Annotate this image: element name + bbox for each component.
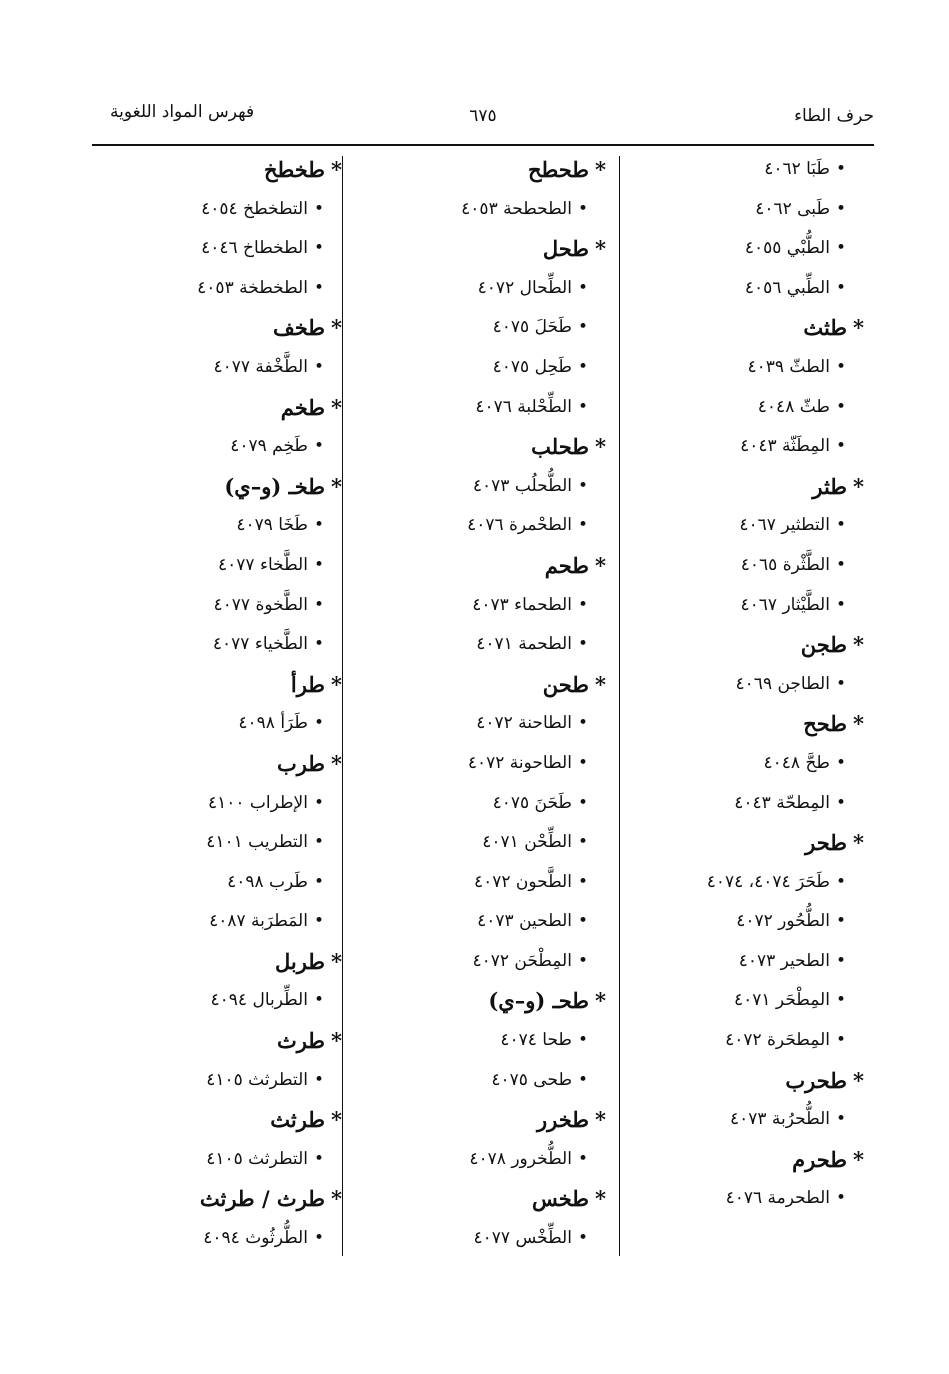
root-heading [620, 467, 864, 507]
index-entry [352, 506, 606, 546]
entry-text: الطِّحْلبة ٤٠٧٦ [475, 396, 572, 417]
index-entry [90, 1061, 342, 1101]
root-text: طحرم [792, 1146, 848, 1172]
index-entry [90, 427, 342, 467]
asterisk-marker: * [853, 632, 864, 658]
root-text: طحن [542, 671, 590, 697]
root-heading [352, 1100, 606, 1140]
entry-text: الطِّحْن ٤٠٧١ [482, 832, 572, 853]
entry-text: الطَّخْفة ٤٠٧٧ [213, 356, 308, 377]
root-heading [620, 823, 864, 863]
entry-text: الطِّخْس ٤٠٧٧ [473, 1228, 572, 1249]
entry-text: الطحطحة ٤٠٥٣ [461, 198, 572, 219]
index-entry [620, 981, 864, 1021]
root-text: طثر [812, 473, 848, 499]
index-entry [620, 546, 864, 586]
index-entry [90, 1140, 342, 1180]
entry-text: الطَّحون ٤٠٧٢ [473, 871, 572, 892]
index-entry [620, 506, 864, 546]
bullet-marker: • [577, 594, 588, 615]
index-entry [90, 348, 342, 388]
bullet-marker: • [577, 317, 588, 338]
root-heading [90, 308, 342, 348]
entry-text: التطخطخ ٤٠٥٤ [201, 198, 308, 219]
root-heading [90, 1179, 342, 1219]
page-number: ٦٧٥ [469, 106, 497, 126]
bullet-marker: • [577, 1069, 588, 1090]
entry-text: طَحَرَ ٤٠٧٤، ٤٠٧٤ [706, 871, 830, 892]
entry-text: التطريب ٤١٠١ [206, 832, 308, 853]
entry-text: الطحير ٤٠٧٣ [738, 950, 830, 971]
bullet-marker: • [577, 713, 588, 734]
asterisk-marker: * [331, 315, 342, 341]
bullet-marker: • [835, 911, 846, 932]
index-entry [352, 1021, 606, 1061]
root-text: طجن [800, 632, 848, 658]
bullet-marker: • [313, 515, 324, 536]
root-heading [90, 150, 342, 190]
root-heading [90, 744, 342, 784]
root-text: طرث [276, 1028, 326, 1054]
bullet-marker: • [835, 554, 846, 575]
index-entry [620, 1179, 864, 1219]
entry-text: الطخطخة ٤٠٥٣ [197, 277, 308, 298]
entry-text: الطاحونة ٤٠٧٢ [467, 752, 572, 773]
asterisk-marker: * [331, 1107, 342, 1133]
bullet-marker: • [835, 594, 846, 615]
entry-text: الطخطاخ ٤٠٤٦ [201, 238, 308, 259]
column-divider-right [619, 156, 620, 1256]
asterisk-marker: * [595, 157, 606, 182]
bullet-marker: • [577, 752, 588, 773]
root-text: طحم [544, 552, 590, 578]
bullet-marker: • [313, 554, 324, 575]
entry-text: طَحَلَ ٤٠٧٥ [492, 317, 572, 338]
index-entry [90, 586, 342, 626]
bullet-marker: • [313, 911, 324, 932]
entry-text: الطحمة ٤٠٧١ [476, 634, 572, 655]
entry-text: التطثير ٤٠٦٧ [739, 515, 830, 536]
index-entry [352, 704, 606, 744]
index-entry [620, 586, 864, 626]
index-entry [90, 981, 342, 1021]
bullet-marker: • [835, 1030, 846, 1051]
root-heading [352, 665, 606, 705]
bullet-marker: • [577, 1030, 588, 1051]
asterisk-marker: * [331, 671, 342, 697]
index-entry [352, 744, 606, 784]
entry-text: طحى ٤٠٧٥ [491, 1069, 572, 1090]
entry-text: الطثّ ٤٠٣٩ [747, 356, 830, 377]
index-entry [620, 427, 864, 467]
root-text: طخرر [537, 1107, 590, 1133]
index-entry [352, 190, 606, 230]
index-entry [90, 625, 342, 665]
entry-text: الطَّخياء ٤٠٧٧ [212, 634, 308, 655]
bullet-marker: • [313, 436, 324, 457]
index-entry [90, 902, 342, 942]
chapter-title: حرف الطاء [794, 106, 874, 126]
bullet-marker: • [313, 634, 324, 655]
root-heading [90, 1100, 342, 1140]
bullet-marker: • [835, 356, 846, 377]
bullet-marker: • [577, 1148, 588, 1169]
index-entry [90, 506, 342, 546]
asterisk-marker: * [331, 1186, 342, 1212]
root-heading [620, 1061, 864, 1101]
bullet-marker: • [577, 396, 588, 417]
entry-text: الطُّبْي ٤٠٥٥ [744, 238, 830, 259]
index-entry [352, 348, 606, 388]
index-entry [620, 150, 864, 190]
index-entry [352, 388, 606, 428]
bullet-marker: • [835, 1109, 846, 1130]
index-entry [90, 546, 342, 586]
index-column-right [620, 150, 864, 1219]
bullet-marker: • [577, 475, 588, 496]
entry-text: الطحرمة ٤٠٧٦ [725, 1188, 830, 1209]
asterisk-marker: * [853, 830, 864, 856]
entry-text: الطاحنة ٤٠٧٢ [476, 713, 572, 734]
root-text: طخـ (و–ي) [224, 473, 326, 499]
index-column-left [90, 150, 342, 1259]
entry-text: المِطْحَر ٤٠٧١ [734, 990, 830, 1011]
bullet-marker: • [577, 792, 588, 813]
root-heading [620, 625, 864, 665]
bullet-marker: • [313, 792, 324, 813]
root-heading [352, 1179, 606, 1219]
root-heading [90, 388, 342, 428]
index-entry [620, 902, 864, 942]
root-heading [620, 704, 864, 744]
index-entry [352, 863, 606, 903]
entry-text: الطُّرثُوث ٤٠٩٤ [203, 1228, 308, 1249]
bullet-marker: • [313, 832, 324, 853]
asterisk-marker: * [853, 1146, 864, 1172]
asterisk-marker: * [853, 315, 864, 341]
root-heading [352, 427, 606, 467]
root-text: طحلب [531, 434, 590, 460]
entry-text: الطِّحال ٤٠٧٢ [477, 277, 572, 298]
root-heading [90, 942, 342, 982]
entry-text: طحا ٤٠٧٤ [500, 1030, 572, 1051]
index-entry [620, 348, 864, 388]
bullet-marker: • [835, 792, 846, 813]
bullet-marker: • [835, 277, 846, 298]
root-heading [352, 546, 606, 586]
bullet-marker: • [835, 752, 846, 773]
bullet-marker: • [835, 673, 846, 694]
index-entry [352, 902, 606, 942]
bullet-marker: • [313, 238, 324, 259]
bullet-marker: • [313, 277, 324, 298]
index-entry [352, 308, 606, 348]
entry-text: الطَّخوة ٤٠٧٧ [213, 594, 308, 615]
entry-text: الطاجن ٤٠٦٩ [735, 673, 830, 694]
bullet-marker: • [835, 238, 846, 259]
index-entry [90, 1219, 342, 1259]
bullet-marker: • [313, 1069, 324, 1090]
entry-text: التطرثث ٤١٠٥ [206, 1148, 308, 1169]
running-head [92, 102, 874, 136]
index-entry [90, 269, 342, 309]
asterisk-marker: * [853, 711, 864, 737]
asterisk-marker: * [595, 671, 606, 697]
root-text: طحطح [527, 157, 590, 182]
root-text: طثث [803, 315, 848, 341]
root-text: طحرب [785, 1067, 848, 1093]
bullet-marker: • [577, 1228, 588, 1249]
root-text: طربل [274, 948, 326, 974]
bullet-marker: • [313, 1228, 324, 1249]
entry-text: المِطحَرة ٤٠٧٢ [725, 1030, 830, 1051]
root-text: طخف [273, 315, 326, 341]
index-entry [352, 942, 606, 982]
entry-text: المِطحّة ٤٠٤٣ [734, 792, 830, 813]
root-text: طخم [280, 394, 326, 420]
entry-text: طَحَنَ ٤٠٧٥ [492, 792, 572, 813]
index-entry [352, 625, 606, 665]
bullet-marker: • [835, 871, 846, 892]
root-text: طحـ (و–ي) [488, 988, 590, 1014]
bullet-marker: • [577, 832, 588, 853]
entry-text: الطحماء ٤٠٧٣ [472, 594, 572, 615]
root-text: طخطخ [263, 157, 326, 182]
asterisk-marker: * [331, 394, 342, 420]
asterisk-marker: * [595, 1186, 606, 1212]
entry-text: طثّ ٤٠٤٨ [757, 396, 830, 417]
index-entry [620, 744, 864, 784]
bullet-marker: • [313, 198, 324, 219]
root-heading [90, 467, 342, 507]
asterisk-marker: * [595, 1107, 606, 1133]
entry-text: طَحِل ٤٠٧٥ [492, 356, 572, 377]
index-entry [620, 863, 864, 903]
root-heading [90, 665, 342, 705]
bullet-marker: • [313, 871, 324, 892]
index-entry [90, 823, 342, 863]
root-text: طحح [803, 711, 848, 737]
asterisk-marker: * [331, 157, 342, 182]
index-title: فهرس المواد اللغوية [110, 102, 255, 122]
index-entry [620, 229, 864, 269]
bullet-marker: • [835, 198, 846, 219]
index-entry [352, 823, 606, 863]
entry-text: الطُّخرور ٤٠٧٨ [469, 1148, 572, 1169]
index-entry [620, 269, 864, 309]
asterisk-marker: * [595, 988, 606, 1014]
entry-text: الطُّحلُب ٤٠٧٣ [472, 475, 572, 496]
index-entry [352, 1061, 606, 1101]
index-entry [90, 784, 342, 824]
bullet-marker: • [835, 396, 846, 417]
index-entry [620, 1021, 864, 1061]
asterisk-marker: * [853, 1067, 864, 1093]
root-heading [352, 981, 606, 1021]
bullet-marker: • [313, 990, 324, 1011]
entry-text: الإطراب ٤١٠٠ [207, 792, 308, 813]
bullet-marker: • [577, 911, 588, 932]
root-text: طحل [542, 236, 590, 262]
entry-text: المِطْحَن ٤٠٧٢ [472, 950, 572, 971]
entry-text: الطِّبي ٤٠٥٦ [744, 277, 830, 298]
entry-text: طحَّ ٤٠٤٨ [763, 752, 830, 773]
index-entry [620, 1100, 864, 1140]
bullet-marker: • [835, 1188, 846, 1209]
index-entry [620, 942, 864, 982]
root-text: طرث / طرثث [199, 1186, 326, 1212]
root-text: طرب [276, 750, 326, 776]
index-entry [620, 665, 864, 705]
entry-text: طَبَا ٤٠٦٢ [764, 159, 830, 179]
bullet-marker: • [313, 594, 324, 615]
bullet-marker: • [577, 356, 588, 377]
asterisk-marker: * [331, 1028, 342, 1054]
asterisk-marker: * [595, 552, 606, 578]
entry-text: الطَّخاء ٤٠٧٧ [218, 554, 308, 575]
bullet-marker: • [577, 277, 588, 298]
index-entry [90, 863, 342, 903]
entry-text: التطرثث ٤١٠٥ [206, 1069, 308, 1090]
entry-text: الطَّثْرة ٤٠٦٥ [740, 554, 830, 575]
asterisk-marker: * [595, 236, 606, 262]
entry-text: الطحْمرة ٤٠٧٦ [467, 515, 572, 536]
bullet-marker: • [313, 1148, 324, 1169]
entry-text: المِطَثّة ٤٠٤٣ [740, 436, 830, 457]
root-text: طحر [805, 830, 848, 856]
bullet-marker: • [577, 871, 588, 892]
bullet-marker: • [835, 515, 846, 536]
index-entry [352, 784, 606, 824]
index-entry [620, 190, 864, 230]
entry-text: الطُّحرُبة ٤٠٧٣ [729, 1109, 830, 1130]
bullet-marker: • [835, 436, 846, 457]
root-heading [620, 1140, 864, 1180]
bullet-marker: • [835, 950, 846, 971]
asterisk-marker: * [331, 750, 342, 776]
root-heading [352, 229, 606, 269]
bullet-marker: • [577, 950, 588, 971]
index-entry [352, 269, 606, 309]
asterisk-marker: * [331, 948, 342, 974]
entry-text: طَخَا ٤٠٧٩ [236, 515, 308, 536]
index-entry [90, 229, 342, 269]
entry-text: الطِّربال ٤٠٩٤ [210, 990, 308, 1011]
entry-text: طَرَأ ٤٠٩٨ [238, 713, 308, 734]
index-entry [620, 388, 864, 428]
entry-text: المَطرَبة ٤٠٨٧ [209, 911, 308, 932]
index-entry [352, 586, 606, 626]
index-entry [90, 190, 342, 230]
index-entry [352, 1219, 606, 1259]
entry-text: طَخِم ٤٠٧٩ [230, 436, 308, 457]
bullet-marker: • [835, 159, 846, 179]
asterisk-marker: * [331, 473, 342, 499]
root-text: طخس [531, 1186, 590, 1212]
index-entry [90, 704, 342, 744]
root-text: طرأ [290, 671, 326, 697]
index-column-middle [352, 150, 606, 1259]
root-text: طرثث [270, 1107, 326, 1133]
asterisk-marker: * [853, 473, 864, 499]
column-divider-left [342, 156, 343, 1256]
bullet-marker: • [313, 713, 324, 734]
entry-text: الطحين ٤٠٧٣ [477, 911, 572, 932]
bullet-marker: • [577, 634, 588, 655]
entry-text: طَرب ٤٠٩٨ [227, 871, 308, 892]
bullet-marker: • [835, 990, 846, 1011]
entry-text: طَبى ٤٠٦٢ [755, 198, 830, 219]
root-heading [620, 308, 864, 348]
bullet-marker: • [577, 198, 588, 219]
index-entry [352, 467, 606, 507]
entry-text: الطُّحُور ٤٠٧٢ [736, 911, 830, 932]
index-entry [352, 1140, 606, 1180]
root-heading [90, 1021, 342, 1061]
header-rule [92, 144, 874, 146]
entry-text: الطَّيْثار ٤٠٦٧ [740, 594, 830, 615]
asterisk-marker: * [595, 434, 606, 460]
root-heading [352, 150, 606, 190]
index-entry [620, 784, 864, 824]
bullet-marker: • [313, 356, 324, 377]
bullet-marker: • [577, 515, 588, 536]
